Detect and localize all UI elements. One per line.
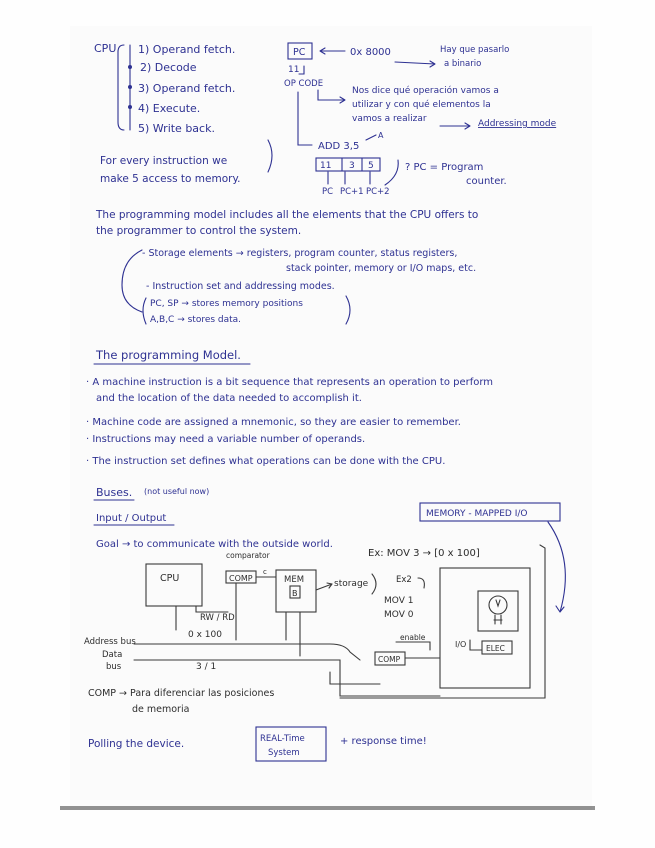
opcode-label: OP CODE [284, 79, 324, 89]
real-time-line2: System [268, 748, 300, 758]
pm-bullet-1-line1: · A machine instruction is a bit sequence that represents an operation to perform [86, 377, 494, 388]
cell-arrows [328, 172, 370, 184]
pc-arrow [320, 48, 345, 54]
opcode-hook [299, 66, 304, 74]
storage-label: storage [334, 579, 369, 589]
cell-label-pc: PC [322, 187, 334, 197]
enable-label: enable [400, 633, 426, 642]
pc-address: 0x 8000 [350, 47, 391, 58]
cycle-step-1: 1) Operand fetch. [138, 43, 236, 56]
comparator-label: comparator [226, 551, 270, 560]
instruction-set-line: - Instruction set and addressing modes. [146, 281, 335, 292]
addressing-mode: Addressing mode [478, 119, 557, 129]
opcode-arrow [318, 90, 345, 103]
address-bus-line [134, 644, 360, 660]
data-bus-label-1: Data [102, 650, 123, 660]
example-instruction: Ex: MOV 3 → [0 x 100] [368, 548, 480, 559]
binary-note-line2: a binario [444, 59, 482, 69]
cycle-step-3: 3) Operand fetch. [138, 82, 236, 95]
add-instruction: ADD 3,5 [318, 141, 360, 152]
buses-note: (not useful now) [144, 487, 210, 496]
io-heading: Input / Output [96, 513, 167, 524]
response-time-note: + response time! [340, 736, 427, 747]
intro-line1: The programming model includes all the elements that the CPU offers to [96, 209, 479, 221]
access-note-line2: make 5 access to memory. [100, 173, 241, 185]
pm-bullet-4: · The instruction set defines what operations can be done with the CPU. [86, 456, 446, 467]
register-line1: PC, SP → stores memory positions [150, 299, 303, 309]
buses-heading: Buses. [96, 486, 133, 499]
opcode-note-line3: vamos a realizar [352, 114, 427, 124]
cell-operand-2: 5 [368, 161, 374, 171]
rw-rd-label: RW / RD [200, 613, 235, 623]
cycle-step-4: 4) Execute. [138, 102, 201, 115]
add-arrow [366, 135, 376, 140]
data-bus-label-2: bus [106, 662, 122, 672]
cell-operand-1: 3 [349, 161, 355, 171]
cell-opcode: 11 [320, 161, 332, 171]
cycle-bracket [118, 45, 124, 130]
programming-model-intro [95, 209, 478, 325]
comp-box-label: COMP [229, 574, 253, 583]
mmio-arrow [548, 522, 565, 612]
opcode-note-line1: Nos dice qué operación vamos a [352, 86, 499, 96]
memory-mapped-label: MEMORY - MAPPED I/O [426, 509, 528, 519]
section-heading: The programming Model. [96, 348, 241, 362]
cpu-label: CPU [94, 42, 117, 55]
elec-label: ELEC [486, 644, 505, 653]
ex2-label: Ex2 [396, 575, 412, 585]
storage-line2: stack pointer, memory or I/O maps, etc. [286, 263, 477, 274]
real-time-line1: REAL-Time [260, 734, 305, 744]
add-pointer [298, 92, 312, 145]
polling-note: Polling the device. [88, 738, 185, 750]
register-line2: A,B,C → stores data. [150, 315, 242, 325]
storage-line1: - Storage elements → registers, program counter, status registers, [142, 248, 458, 259]
addressing-arrow [440, 123, 470, 129]
cycle-dot [128, 105, 132, 109]
cycle-step-2: 2) Decode [140, 61, 197, 74]
mem-box-cell: B [292, 589, 298, 598]
io-goal: Goal → to communicate with the outside world. [96, 539, 333, 550]
programming-model-section [86, 348, 493, 467]
pc-diagram [284, 43, 557, 197]
register-close-paren [346, 296, 350, 324]
c-label: c [263, 568, 267, 576]
cell-label-pc2: PC+2 [366, 187, 390, 197]
opcode-note-line2: utilizar y con qué elementos la [352, 100, 491, 110]
cpu-box-label: CPU [160, 573, 180, 584]
mov-1: MOV 1 [384, 596, 414, 606]
pc-definition-line1: ? PC = Program [405, 162, 484, 173]
cell-label-pc1: PC+1 [340, 187, 364, 197]
pc-def-brace [385, 160, 398, 185]
intro-line2: the programmer to control the system. [96, 225, 302, 237]
address-arrow [395, 61, 435, 67]
binary-note-line1: Hay que pasarlo [440, 45, 510, 55]
add-arrow-label: A [378, 131, 384, 140]
address-bus-label: Address bus [84, 637, 136, 647]
opcode-bits: 11 [288, 65, 300, 75]
cpu-box [146, 564, 202, 606]
pm-bullet-2: · Machine code are assigned a mnemonic, so they are easier to remember. [86, 417, 461, 428]
buses-section [84, 486, 565, 761]
cycle-dot [128, 85, 132, 89]
pm-bullet-1-line2: and the location of the data needed to accomplish it. [96, 393, 362, 404]
pm-bullet-3: · Instructions may need a variable number of operands. [86, 434, 366, 445]
device-box [440, 568, 530, 688]
mov-0: MOV 0 [384, 610, 414, 620]
pc-box-label: PC [293, 47, 306, 58]
access-note-line1: For every instruction we [100, 155, 228, 167]
mem-box-label: MEM [284, 575, 305, 585]
data-value: 3 / 1 [196, 662, 217, 672]
cycle-step-5: 5) Write back. [138, 122, 215, 135]
cpu-cycle-section [94, 42, 272, 185]
io-label: I/O [455, 640, 467, 649]
register-open-paren [143, 298, 146, 324]
intro-brace [122, 250, 142, 312]
comp-box-2-label: COMP [378, 655, 401, 664]
address-value: 0 x 100 [188, 630, 222, 640]
cycle-dot [128, 65, 132, 69]
comp-note-line2: de memoria [132, 704, 190, 715]
comp-note-line1: COMP → Para diferenciar las posiciones [88, 688, 275, 699]
note-brace [268, 140, 272, 172]
pc-definition-line2: counter. [466, 176, 507, 187]
